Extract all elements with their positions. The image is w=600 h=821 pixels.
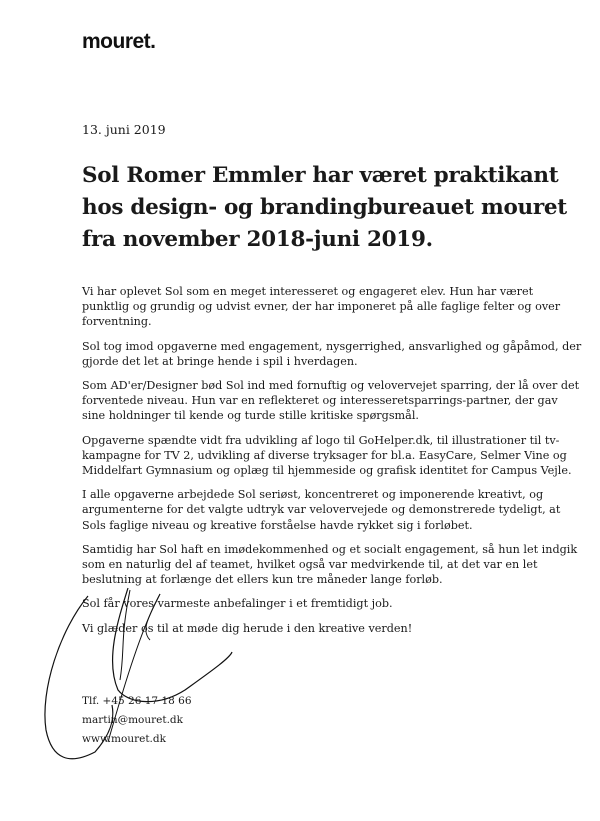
company-logo: mouret. [82, 30, 156, 53]
paragraph: Sol tog imod opgaverne med engagement, nysgerrighed, ansvarlighed og gåpåmod, der gjorde det let at bringe hende i spil i hverdagen. [82, 339, 582, 368]
paragraph: Opgaverne spændte vidt fra udvikling af logo til GoHelper.dk, til illustrationer til tv-kampagne for TV 2, udvikling af diverse tryksager for bl.a. EasyCare, Selmer Vine og Middelfart Gymnasium og oplæg til hjemmeside og grafisk identitet for Campus Vejle. [82, 433, 572, 478]
paragraph: Som AD'er/Designer bød Sol ind med fornuftig og velovervejet sparring, der lå over det forventede niveau. Hun var en reflekteret og interesseretsparrings-partner, der gav sine holdninger til kende og turde stille kritiske spørgsmål. [82, 379, 580, 423]
contact-website: www.mouret.dk [82, 733, 166, 745]
contact-info [82, 692, 192, 749]
letter-body [82, 284, 582, 645]
paragraph: Vi har oplevet Sol som en meget interesseret og engageret elev. Hun har været punktlig og grundig og udvist evner, der har imponeret på alle faglige felter og over forventning. [82, 285, 561, 329]
paragraph: Sol får vores varmeste anbefalinger i et fremtidigt job. [82, 597, 393, 611]
paragraph: Vi glæder os til at møde dig herude i den kreative verden! [82, 621, 413, 635]
letter-title: Sol Romer Emmler har været praktikant hos design- og brandingbureauet mouret fra november 2018-juni 2019. [82, 163, 567, 252]
contact-phone: Tlf. +45 26 17 18 66 [82, 695, 192, 707]
letter-date: 13. juni 2019 [82, 122, 166, 137]
paragraph: I alle opgaverne arbejdede Sol seriøst, koncentreret og imponerende kreativt, og argumenterne for det valgte udtryk var velovervejede og demonstrerede tydeligt, at Sols faglige niveau og kreative forståelse havde rykket sig i forløbet. [82, 488, 561, 532]
contact-email: martin@mouret.dk [82, 714, 183, 726]
paragraph: Samtidig har Sol haft en imødekommenhed og et socialt engagement, så hun let indgik som en naturlig del af teamet, hvilket også var medvirkende til, at det var en let beslutning at forlænge det ellers kun tre måneder lange forløb. [82, 542, 578, 587]
